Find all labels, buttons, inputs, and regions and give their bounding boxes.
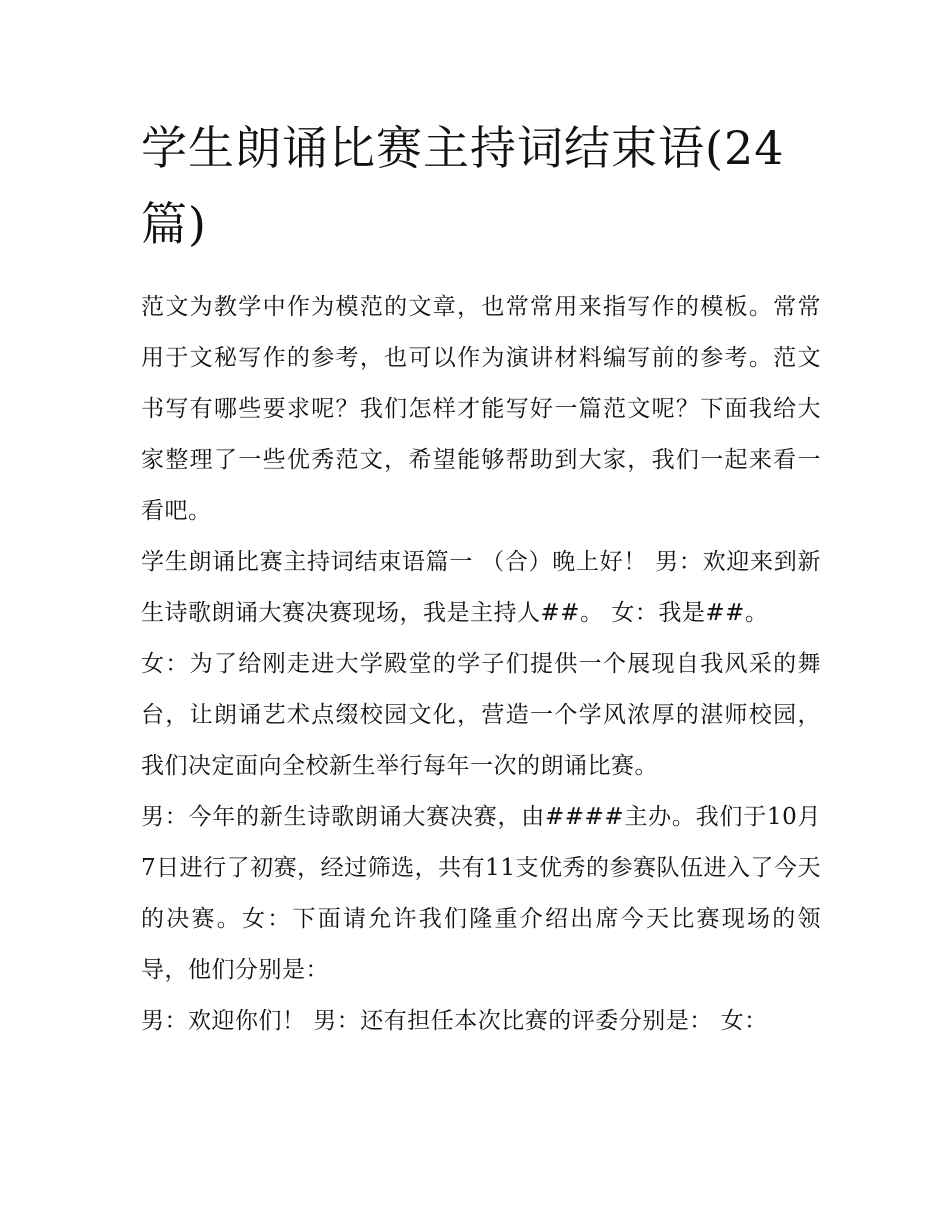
paragraph-intro: 范文为教学中作为模范的文章，也常常用来指写作的模板。常常用于文秘写作的参考，也可以作为演讲材料编写前的参考。范文书写有哪些要求呢？我们怎样才能写好一篇范文呢？下面我给大家整理了一些优秀范文，希望能够帮助到大家，我们一起来看一看吧。 <box>141 294 821 524</box>
paragraph-judges: 男：欢迎你们！ 男：还有担任本次比赛的评委分别是： 女： <box>141 1008 768 1034</box>
document-body <box>141 110 821 1047</box>
document-title: 学生朗诵比赛主持词结束语(24篇) <box>141 121 785 251</box>
paragraph-purpose: 女：为了给刚走进大学殿堂的学子们提供一个展现自我风采的舞台，让朗诵艺术点缀校园文化，营造一个学风浓厚的湛师校园，我们决定面向全校新生举行每年一次的朗诵比赛。 <box>141 651 821 779</box>
paragraph-final-intro: 男：今年的新生诗歌朗诵大赛决赛，由####主办。我们于10月7日进行了初赛，经过筛选，共有11支优秀的参赛队伍进入了今天的决赛。女：下面请允许我们隆重介绍出席今天比赛现场的领导，他们分别是： <box>141 804 821 983</box>
paragraph-opening: 学生朗诵比赛主持词结束语篇一 （合）晚上好！ 男：欢迎来到新生诗歌朗诵大赛决赛现场，我是主持人##。 女：我是##。 <box>141 549 821 626</box>
